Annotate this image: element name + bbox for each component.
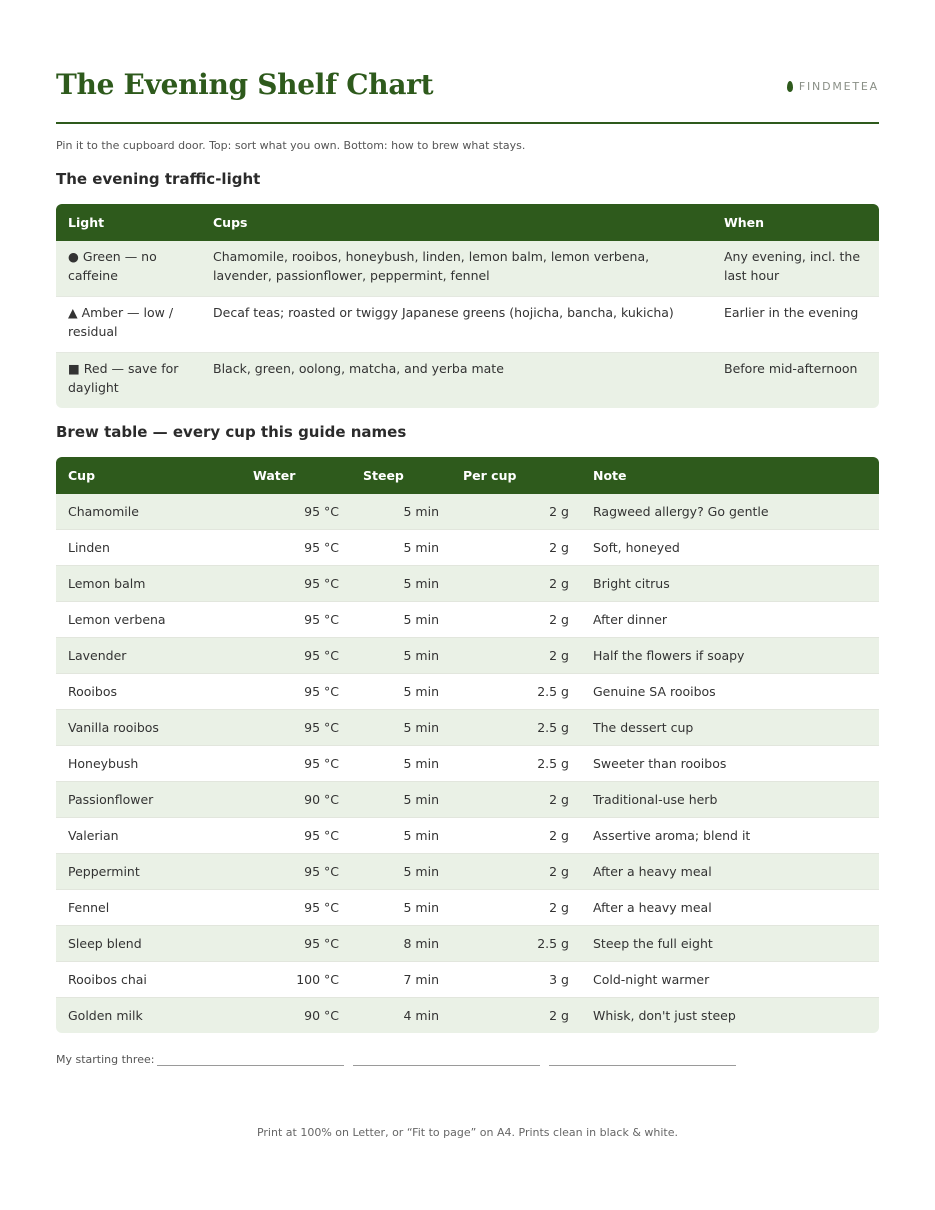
table-row: [56, 746, 879, 782]
water-cell: 95 °C: [241, 566, 351, 602]
write-in-blank-2: [353, 1055, 540, 1066]
water-cell: 95 °C: [241, 674, 351, 710]
water-cell: 95 °C: [241, 638, 351, 674]
water-cell: 95 °C: [241, 890, 351, 926]
cup-cell: Peppermint: [56, 854, 241, 890]
per-cup-cell: 2.5 g: [451, 926, 581, 962]
cup-cell: Honeybush: [56, 746, 241, 782]
leaf-icon: [787, 81, 793, 92]
write-in-blank-3: [549, 1055, 736, 1066]
table-row: [56, 638, 879, 674]
cups-cell: Black, green, oolong, matcha, and yerba mate: [201, 353, 712, 408]
water-cell: 100 °C: [241, 962, 351, 998]
note-cell: Ragweed allergy? Go gentle: [581, 494, 879, 530]
steep-cell: 5 min: [351, 674, 451, 710]
column-header-water: Water: [241, 457, 351, 494]
cup-cell: Linden: [56, 530, 241, 566]
per-cup-cell: 2 g: [451, 494, 581, 530]
when-cell: Any evening, incl. the last hour: [712, 241, 879, 297]
column-header-cups: Cups: [201, 204, 712, 241]
table-row: [56, 566, 879, 602]
water-cell: 90 °C: [241, 782, 351, 818]
steep-cell: 4 min: [351, 998, 451, 1033]
water-cell: 95 °C: [241, 818, 351, 854]
steep-cell: 5 min: [351, 782, 451, 818]
note-cell: Whisk, don't just steep: [581, 998, 879, 1033]
column-header-light: Light: [56, 204, 201, 241]
steep-cell: 5 min: [351, 494, 451, 530]
brand-mark: [787, 80, 879, 93]
cup-cell: Rooibos chai: [56, 962, 241, 998]
note-cell: Soft, honeyed: [581, 530, 879, 566]
brew-table: [56, 457, 879, 1033]
starting-three-line: [56, 1053, 742, 1066]
intro-text: Pin it to the cupboard door. Top: sort what you own. Bottom: how to brew what stays.: [56, 139, 526, 152]
note-cell: Genuine SA rooibos: [581, 674, 879, 710]
table-row: [56, 297, 879, 353]
note-cell: The dessert cup: [581, 710, 879, 746]
steep-cell: 5 min: [351, 530, 451, 566]
per-cup-cell: 2 g: [451, 638, 581, 674]
brew-table-heading: Brew table — every cup this guide names: [56, 423, 407, 441]
table-row: [56, 494, 879, 530]
table-row: [56, 998, 879, 1033]
per-cup-cell: 2 g: [451, 890, 581, 926]
note-cell: Cold-night warmer: [581, 962, 879, 998]
table-row: [56, 890, 879, 926]
light-cell: ▲ Amber — low / residual: [56, 297, 201, 353]
cup-cell: Valerian: [56, 818, 241, 854]
table-row: [56, 962, 879, 998]
per-cup-cell: 2 g: [451, 566, 581, 602]
water-cell: 95 °C: [241, 602, 351, 638]
steep-cell: 5 min: [351, 566, 451, 602]
page-title: The Evening Shelf Chart: [56, 68, 434, 101]
per-cup-cell: 2 g: [451, 530, 581, 566]
steep-cell: 5 min: [351, 746, 451, 782]
steep-cell: 5 min: [351, 638, 451, 674]
note-cell: Steep the full eight: [581, 926, 879, 962]
cup-cell: Chamomile: [56, 494, 241, 530]
cup-cell: Lemon verbena: [56, 602, 241, 638]
water-cell: 95 °C: [241, 710, 351, 746]
per-cup-cell: 3 g: [451, 962, 581, 998]
per-cup-cell: 2.5 g: [451, 710, 581, 746]
table-row: [56, 854, 879, 890]
steep-cell: 5 min: [351, 602, 451, 638]
traffic-light-table: [56, 204, 879, 408]
per-cup-cell: 2 g: [451, 818, 581, 854]
steep-cell: 7 min: [351, 962, 451, 998]
page-header: [56, 66, 879, 124]
water-cell: 95 °C: [241, 530, 351, 566]
per-cup-cell: 2 g: [451, 602, 581, 638]
cup-cell: Lavender: [56, 638, 241, 674]
table-header-row: [56, 457, 879, 494]
brand-name: FINDMETEA: [798, 80, 879, 93]
cup-cell: Passionflower: [56, 782, 241, 818]
print-note: Print at 100% on Letter, or “Fit to page” on A4. Prints clean in black & white.: [256, 1126, 679, 1139]
cup-cell: Lemon balm: [56, 566, 241, 602]
write-in-blank-1: [157, 1055, 344, 1066]
cup-cell: Fennel: [56, 890, 241, 926]
column-header-cup: Cup: [56, 457, 241, 494]
water-cell: 95 °C: [241, 746, 351, 782]
table-header-row: [56, 204, 879, 241]
brew-table-body: [56, 494, 879, 1033]
cup-cell: Vanilla rooibos: [56, 710, 241, 746]
cup-cell: Sleep blend: [56, 926, 241, 962]
cups-cell: Decaf teas; roasted or twiggy Japanese greens (hojicha, bancha, kukicha): [201, 297, 712, 353]
per-cup-cell: 2.5 g: [451, 674, 581, 710]
cup-cell: Rooibos: [56, 674, 241, 710]
water-cell: 95 °C: [241, 494, 351, 530]
note-cell: After dinner: [581, 602, 879, 638]
column-header-note: Note: [581, 457, 879, 494]
note-cell: Sweeter than rooibos: [581, 746, 879, 782]
table-row: [56, 710, 879, 746]
table-row: [56, 674, 879, 710]
steep-cell: 8 min: [351, 926, 451, 962]
traffic-light-heading: The evening traffic-light: [56, 170, 261, 188]
per-cup-cell: 2 g: [451, 998, 581, 1033]
when-cell: Earlier in the evening: [712, 297, 879, 353]
table-row: [56, 602, 879, 638]
steep-cell: 5 min: [351, 710, 451, 746]
note-cell: After a heavy meal: [581, 890, 879, 926]
column-header-steep: Steep: [351, 457, 451, 494]
cup-cell: Golden milk: [56, 998, 241, 1033]
steep-cell: 5 min: [351, 818, 451, 854]
table-row: [56, 353, 879, 408]
column-header-per-cup: Per cup: [451, 457, 581, 494]
note-cell: Assertive aroma; blend it: [581, 818, 879, 854]
water-cell: 90 °C: [241, 998, 351, 1033]
water-cell: 95 °C: [241, 926, 351, 962]
steep-cell: 5 min: [351, 890, 451, 926]
cups-cell: Chamomile, rooibos, honeybush, linden, lemon balm, lemon verbena, lavender, passionflower, peppermint, fennel: [201, 241, 712, 297]
table-row: [56, 818, 879, 854]
note-cell: Traditional-use herb: [581, 782, 879, 818]
when-cell: Before mid-afternoon: [712, 353, 879, 408]
note-cell: After a heavy meal: [581, 854, 879, 890]
light-cell: ■ Red — save for daylight: [56, 353, 201, 408]
table-row: [56, 926, 879, 962]
note-cell: Bright citrus: [581, 566, 879, 602]
starting-three-label: My starting three:: [56, 1053, 155, 1066]
per-cup-cell: 2.5 g: [451, 746, 581, 782]
per-cup-cell: 2 g: [451, 782, 581, 818]
table-row: [56, 530, 879, 566]
water-cell: 95 °C: [241, 854, 351, 890]
note-cell: Half the flowers if soapy: [581, 638, 879, 674]
per-cup-cell: 2 g: [451, 854, 581, 890]
table-row: [56, 782, 879, 818]
steep-cell: 5 min: [351, 854, 451, 890]
light-cell: ● Green — no caffeine: [56, 241, 201, 297]
table-row: [56, 241, 879, 297]
column-header-when: When: [712, 204, 879, 241]
